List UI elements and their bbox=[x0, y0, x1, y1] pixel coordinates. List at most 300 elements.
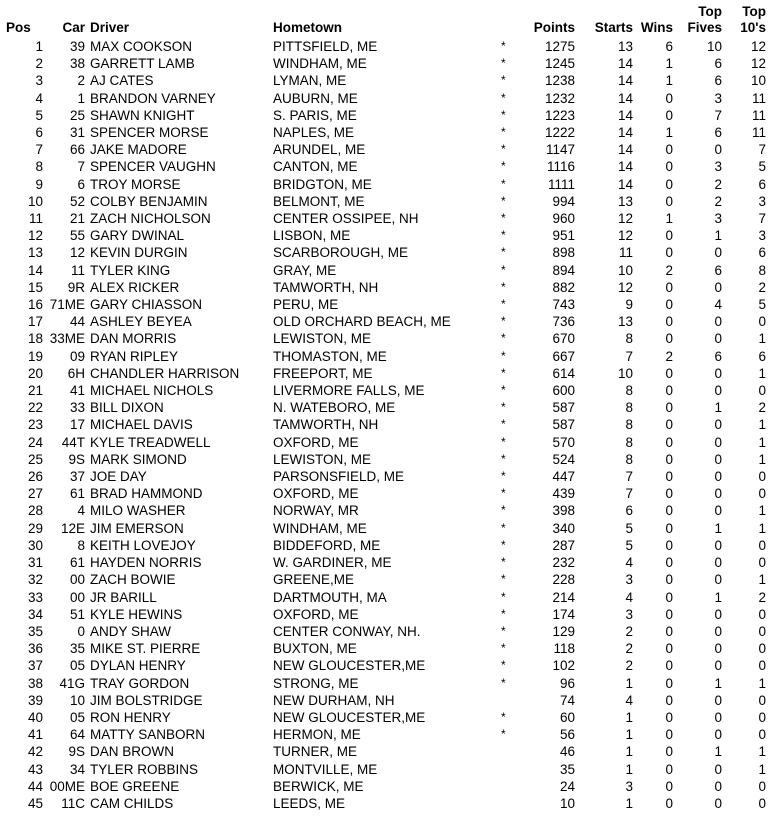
cell-top-tens: 12 bbox=[750, 39, 766, 54]
cell-mark: * bbox=[501, 658, 506, 673]
cell-starts: 8 bbox=[625, 434, 633, 450]
cell-mark bbox=[501, 778, 513, 795]
cell-car: 00 bbox=[69, 572, 85, 588]
cell-mark: * bbox=[501, 469, 506, 484]
cell-car: 52 bbox=[69, 193, 85, 209]
cell-hometown: AUBURN, ME bbox=[273, 90, 358, 106]
cell-car: 00 bbox=[69, 589, 85, 605]
cell-wins: 0 bbox=[665, 469, 673, 485]
cell-top-fives: 6 bbox=[714, 73, 722, 89]
cell-points: 398 bbox=[552, 503, 575, 519]
cell-pos: 21 bbox=[27, 383, 43, 399]
cell-top-fives: 0 bbox=[714, 555, 722, 571]
cell-top-fives: 0 bbox=[714, 142, 722, 158]
cell-points: 894 bbox=[552, 262, 575, 278]
cell-car: 6 bbox=[77, 176, 85, 192]
cell-mark: * bbox=[501, 727, 506, 742]
table-row bbox=[0, 434, 770, 451]
cell-mark: * bbox=[501, 125, 506, 140]
table-row bbox=[0, 675, 770, 692]
cell-car: 00ME bbox=[49, 778, 85, 794]
cell-top-fives: 0 bbox=[714, 486, 722, 502]
cell-top-tens: 5 bbox=[758, 159, 766, 175]
cell-points: 129 bbox=[552, 623, 575, 639]
cell-pos: 17 bbox=[27, 314, 43, 330]
cell-points: 743 bbox=[552, 297, 575, 313]
cell-mark: * bbox=[501, 641, 506, 656]
cell-driver: BRAD HAMMOND bbox=[90, 486, 203, 502]
cell-hometown: W. GARDINER, ME bbox=[273, 555, 392, 571]
cell-wins: 0 bbox=[665, 383, 673, 399]
header-top-tens-line2: 10's bbox=[740, 20, 766, 35]
header-top-fives bbox=[673, 0, 722, 38]
cell-driver: MATTY SANBORN bbox=[90, 727, 206, 743]
cell-top-fives: 1 bbox=[714, 400, 722, 416]
header-car: Car bbox=[62, 20, 85, 35]
cell-pos: 6 bbox=[35, 125, 43, 141]
cell-top-tens: 0 bbox=[758, 658, 766, 674]
cell-wins: 0 bbox=[665, 245, 673, 261]
cell-mark: * bbox=[501, 675, 506, 690]
cell-top-fives: 0 bbox=[714, 761, 722, 777]
cell-pos: 32 bbox=[27, 572, 43, 588]
cell-hometown: CENTER CONWAY, NH. bbox=[273, 623, 421, 639]
cell-wins: 1 bbox=[665, 211, 673, 227]
table-row bbox=[0, 158, 770, 175]
cell-starts: 13 bbox=[617, 314, 633, 330]
cell-pos: 30 bbox=[27, 537, 43, 553]
cell-points: 232 bbox=[552, 555, 575, 571]
cell-hometown: N. WATEBORO, ME bbox=[273, 400, 396, 416]
cell-car: 41G bbox=[59, 675, 85, 691]
table-row bbox=[0, 795, 770, 812]
cell-starts: 14 bbox=[617, 107, 633, 123]
cell-pos: 26 bbox=[27, 469, 43, 485]
cell-starts: 1 bbox=[625, 744, 633, 760]
cell-top-fives: 0 bbox=[714, 641, 722, 657]
cell-points: 447 bbox=[552, 469, 575, 485]
cell-hometown: CENTER OSSIPEE, NH bbox=[273, 211, 419, 227]
cell-top-fives: 2 bbox=[714, 176, 722, 192]
cell-wins: 0 bbox=[665, 795, 673, 811]
cell-starts: 3 bbox=[625, 572, 633, 588]
cell-driver: KEITH LOVEJOY bbox=[90, 537, 196, 553]
cell-wins: 0 bbox=[665, 761, 673, 777]
cell-top-fives: 10 bbox=[706, 39, 722, 54]
cell-car: 10 bbox=[69, 692, 85, 708]
cell-mark: * bbox=[501, 245, 506, 260]
cell-top-tens: 0 bbox=[758, 795, 766, 811]
cell-car: 34 bbox=[69, 761, 85, 777]
cell-hometown: CANTON, ME bbox=[273, 159, 358, 175]
cell-driver: CAM CHILDS bbox=[90, 795, 174, 811]
cell-top-tens: 6 bbox=[758, 348, 766, 364]
cell-wins: 0 bbox=[665, 451, 673, 467]
cell-driver: MICHAEL NICHOLS bbox=[90, 383, 214, 399]
cell-mark: * bbox=[501, 73, 506, 88]
cell-car: 61 bbox=[69, 555, 85, 571]
cell-wins: 0 bbox=[665, 400, 673, 416]
cell-wins: 0 bbox=[665, 555, 673, 571]
cell-top-tens: 0 bbox=[758, 606, 766, 622]
cell-wins: 0 bbox=[665, 520, 673, 536]
cell-wins: 0 bbox=[665, 331, 673, 347]
cell-pos: 4 bbox=[35, 90, 43, 106]
cell-starts: 4 bbox=[625, 692, 633, 708]
cell-top-tens: 11 bbox=[751, 125, 766, 141]
cell-mark bbox=[501, 761, 513, 778]
cell-mark: * bbox=[501, 90, 506, 105]
table-row bbox=[0, 606, 770, 623]
cell-driver: GARY CHIASSON bbox=[90, 297, 203, 313]
cell-points: 587 bbox=[552, 400, 575, 416]
table-row bbox=[0, 382, 770, 399]
cell-wins: 0 bbox=[665, 159, 673, 175]
cell-car: 39 bbox=[69, 39, 85, 54]
cell-car: 1 bbox=[77, 90, 85, 106]
cell-mark: * bbox=[501, 331, 506, 346]
cell-mark: * bbox=[501, 555, 506, 570]
cell-hometown: TAMWORTH, NH bbox=[273, 279, 379, 295]
cell-top-tens: 0 bbox=[758, 486, 766, 502]
table-row bbox=[0, 210, 770, 227]
table-row bbox=[0, 262, 770, 279]
cell-pos: 29 bbox=[27, 520, 43, 536]
cell-top-tens: 7 bbox=[758, 211, 766, 227]
cell-hometown: STRONG, ME bbox=[273, 675, 359, 691]
table-row bbox=[0, 761, 770, 778]
cell-car: 05 bbox=[69, 658, 85, 674]
cell-car: 4 bbox=[77, 503, 85, 519]
cell-wins: 1 bbox=[665, 73, 673, 89]
cell-starts: 4 bbox=[625, 555, 633, 571]
cell-hometown: LEWISTON, ME bbox=[273, 331, 372, 347]
cell-points: 60 bbox=[559, 709, 575, 725]
cell-mark: * bbox=[501, 107, 506, 122]
cell-starts: 1 bbox=[625, 761, 633, 777]
cell-pos: 16 bbox=[27, 297, 43, 313]
cell-car: 37 bbox=[69, 469, 85, 485]
table-row bbox=[0, 537, 770, 554]
cell-mark: * bbox=[501, 176, 506, 191]
cell-pos: 2 bbox=[35, 56, 43, 72]
cell-top-fives: 0 bbox=[714, 451, 722, 467]
cell-starts: 8 bbox=[625, 451, 633, 467]
cell-wins: 0 bbox=[665, 486, 673, 502]
cell-pos: 13 bbox=[27, 245, 43, 261]
cell-driver: COLBY BENJAMIN bbox=[90, 193, 208, 209]
cell-top-fives: 0 bbox=[714, 727, 722, 743]
cell-car: 9S bbox=[68, 744, 85, 760]
cell-car: 61 bbox=[69, 486, 85, 502]
cell-wins: 0 bbox=[665, 606, 673, 622]
cell-top-tens: 1 bbox=[758, 761, 766, 777]
cell-top-fives: 0 bbox=[714, 434, 722, 450]
cell-top-fives: 0 bbox=[714, 279, 722, 295]
table-row bbox=[0, 313, 770, 330]
cell-top-fives: 0 bbox=[714, 503, 722, 519]
cell-top-tens: 0 bbox=[758, 709, 766, 725]
table-row bbox=[0, 348, 770, 365]
cell-points: 228 bbox=[552, 572, 575, 588]
cell-car: 8 bbox=[77, 537, 85, 553]
cell-top-tens: 2 bbox=[758, 279, 766, 295]
header-mark bbox=[501, 0, 513, 38]
table-row bbox=[0, 726, 770, 743]
cell-pos: 18 bbox=[27, 331, 43, 347]
cell-hometown: LIVERMORE FALLS, ME bbox=[273, 383, 425, 399]
cell-car: 05 bbox=[69, 709, 85, 725]
cell-wins: 2 bbox=[665, 262, 673, 278]
cell-car: 44 bbox=[69, 314, 85, 330]
cell-driver: KYLE TREADWELL bbox=[90, 434, 211, 450]
cell-wins: 0 bbox=[665, 675, 673, 691]
table-row bbox=[0, 416, 770, 433]
cell-car: 11C bbox=[61, 795, 85, 811]
cell-mark bbox=[501, 743, 513, 760]
cell-points: 1116 bbox=[546, 159, 575, 175]
cell-mark: * bbox=[501, 228, 506, 243]
cell-points: 118 bbox=[553, 641, 575, 657]
cell-top-tens: 12 bbox=[750, 56, 766, 72]
cell-driver: ZACH NICHOLSON bbox=[90, 211, 211, 227]
cell-starts: 14 bbox=[617, 176, 633, 192]
cell-top-tens: 3 bbox=[758, 228, 766, 244]
cell-car: 7 bbox=[77, 159, 85, 175]
cell-hometown: LYMAN, ME bbox=[273, 73, 347, 89]
cell-starts: 10 bbox=[617, 262, 633, 278]
cell-top-fives: 0 bbox=[714, 795, 722, 811]
cell-hometown: NEW DURHAM, NH bbox=[273, 692, 395, 708]
cell-car: 0 bbox=[77, 623, 85, 639]
cell-mark: * bbox=[501, 623, 506, 638]
cell-top-tens: 0 bbox=[758, 537, 766, 553]
cell-points: 1232 bbox=[544, 90, 575, 106]
cell-hometown: OXFORD, ME bbox=[273, 486, 359, 502]
cell-starts: 14 bbox=[617, 90, 633, 106]
cell-driver: JR BARILL bbox=[90, 589, 157, 605]
cell-starts: 11 bbox=[618, 245, 633, 261]
cell-points: 1111 bbox=[547, 176, 575, 192]
cell-mark: * bbox=[501, 365, 506, 380]
cell-pos: 15 bbox=[27, 279, 43, 295]
cell-top-tens: 3 bbox=[758, 193, 766, 209]
cell-points: 587 bbox=[552, 417, 575, 433]
cell-top-tens: 1 bbox=[758, 451, 766, 467]
cell-top-fives: 0 bbox=[714, 606, 722, 622]
cell-top-fives: 1 bbox=[714, 228, 722, 244]
cell-pos: 5 bbox=[35, 107, 43, 123]
cell-top-tens: 1 bbox=[758, 434, 766, 450]
cell-top-fives: 1 bbox=[714, 675, 722, 691]
cell-car: 25 bbox=[69, 107, 85, 123]
table-row bbox=[0, 485, 770, 502]
cell-points: 35 bbox=[559, 761, 575, 777]
cell-top-fives: 0 bbox=[714, 314, 722, 330]
cell-mark: * bbox=[501, 486, 506, 501]
cell-wins: 0 bbox=[665, 142, 673, 158]
cell-wins: 1 bbox=[665, 56, 673, 72]
cell-wins: 0 bbox=[665, 193, 673, 209]
cell-starts: 7 bbox=[625, 469, 633, 485]
cell-top-fives: 0 bbox=[714, 469, 722, 485]
cell-top-fives: 1 bbox=[714, 520, 722, 536]
cell-points: 102 bbox=[552, 658, 575, 674]
cell-starts: 3 bbox=[625, 606, 633, 622]
cell-points: 882 bbox=[552, 279, 575, 295]
cell-car: 71ME bbox=[49, 297, 85, 313]
cell-top-tens: 0 bbox=[758, 727, 766, 743]
cell-top-tens: 0 bbox=[758, 778, 766, 794]
cell-hometown: GREENE,ME bbox=[273, 572, 355, 588]
cell-car: 33ME bbox=[49, 331, 85, 347]
cell-driver: SPENCER VAUGHN bbox=[90, 159, 216, 175]
cell-top-tens: 11 bbox=[751, 90, 766, 106]
table-row bbox=[0, 330, 770, 347]
cell-points: 214 bbox=[552, 589, 575, 605]
cell-starts: 2 bbox=[625, 623, 633, 639]
cell-mark: * bbox=[501, 56, 506, 71]
cell-mark: * bbox=[501, 314, 506, 329]
cell-top-tens: 0 bbox=[758, 555, 766, 571]
cell-mark: * bbox=[501, 159, 506, 174]
cell-driver: ALEX RICKER bbox=[90, 279, 180, 295]
cell-hometown: TAMWORTH, NH bbox=[273, 417, 379, 433]
cell-driver: MAX COOKSON bbox=[90, 39, 193, 54]
cell-top-tens: 0 bbox=[758, 623, 766, 639]
cell-car: 12 bbox=[69, 245, 85, 261]
cell-pos: 38 bbox=[27, 675, 43, 691]
cell-starts: 1 bbox=[625, 795, 633, 811]
cell-wins: 0 bbox=[665, 297, 673, 313]
cell-points: 1245 bbox=[544, 56, 575, 72]
cell-pos: 42 bbox=[27, 744, 43, 760]
cell-top-fives: 6 bbox=[714, 348, 722, 364]
cell-mark: * bbox=[501, 503, 506, 518]
cell-top-tens: 5 bbox=[758, 297, 766, 313]
cell-points: 74 bbox=[559, 692, 575, 708]
cell-car: 31 bbox=[69, 125, 85, 141]
cell-hometown: BIDDEFORD, ME bbox=[273, 537, 381, 553]
cell-points: 1223 bbox=[544, 107, 575, 123]
cell-hometown: BERWICK, ME bbox=[273, 778, 364, 794]
cell-driver: DYLAN HENRY bbox=[90, 658, 186, 674]
cell-hometown: BELMONT, ME bbox=[273, 193, 365, 209]
cell-wins: 0 bbox=[665, 279, 673, 295]
cell-hometown: PERU, ME bbox=[273, 297, 339, 313]
cell-mark: * bbox=[501, 193, 506, 208]
cell-top-fives: 3 bbox=[714, 159, 722, 175]
header-top-fives-line1: Top bbox=[698, 4, 722, 19]
cell-car: 66 bbox=[69, 142, 85, 158]
cell-hometown: WINDHAM, ME bbox=[273, 56, 367, 72]
cell-pos: 27 bbox=[27, 486, 43, 502]
cell-pos: 11 bbox=[28, 211, 43, 227]
cell-starts: 13 bbox=[617, 193, 633, 209]
cell-top-fives: 6 bbox=[714, 125, 722, 141]
cell-top-fives: 0 bbox=[714, 623, 722, 639]
cell-starts: 14 bbox=[617, 142, 633, 158]
cell-driver: TROY MORSE bbox=[90, 176, 181, 192]
cell-points: 174 bbox=[552, 606, 575, 622]
cell-driver: KEVIN DURGIN bbox=[90, 245, 188, 261]
table-row bbox=[0, 692, 770, 709]
cell-starts: 12 bbox=[617, 228, 633, 244]
cell-starts: 12 bbox=[617, 211, 633, 227]
cell-hometown: MONTVILLE, ME bbox=[273, 761, 378, 777]
cell-starts: 14 bbox=[617, 73, 633, 89]
cell-mark: * bbox=[501, 400, 506, 415]
cell-driver: KYLE HEWINS bbox=[90, 606, 183, 622]
cell-points: 898 bbox=[552, 245, 575, 261]
table-row bbox=[0, 72, 770, 89]
cell-driver: MIKE ST. PIERRE bbox=[90, 641, 201, 657]
cell-top-tens: 1 bbox=[758, 503, 766, 519]
cell-top-tens: 0 bbox=[758, 641, 766, 657]
cell-pos: 39 bbox=[27, 692, 43, 708]
cell-mark: * bbox=[501, 589, 506, 604]
table-row bbox=[0, 176, 770, 193]
cell-pos: 3 bbox=[35, 73, 43, 89]
cell-driver: CHANDLER HARRISON bbox=[90, 365, 240, 381]
cell-wins: 0 bbox=[665, 107, 673, 123]
cell-points: 951 bbox=[552, 228, 575, 244]
cell-top-fives: 4 bbox=[714, 297, 722, 313]
table-row bbox=[0, 365, 770, 382]
header-top-tens-line1: Top bbox=[742, 4, 766, 19]
cell-top-fives: 7 bbox=[714, 107, 722, 123]
cell-car: 9R bbox=[67, 279, 85, 295]
cell-points: 670 bbox=[552, 331, 575, 347]
cell-wins: 0 bbox=[665, 314, 673, 330]
cell-driver: BRANDON VARNEY bbox=[90, 90, 216, 106]
cell-driver: RYAN RIPLEY bbox=[90, 348, 179, 364]
cell-top-fives: 0 bbox=[714, 692, 722, 708]
cell-top-tens: 2 bbox=[758, 589, 766, 605]
cell-pos: 45 bbox=[27, 795, 43, 811]
cell-car: 44T bbox=[61, 434, 85, 450]
cell-hometown: GRAY, ME bbox=[273, 262, 337, 278]
cell-pos: 43 bbox=[27, 761, 43, 777]
header-points: Points bbox=[533, 20, 575, 35]
cell-wins: 0 bbox=[665, 572, 673, 588]
cell-starts: 8 bbox=[625, 383, 633, 399]
table-row bbox=[0, 623, 770, 640]
cell-points: 287 bbox=[552, 537, 575, 553]
cell-hometown: SCARBOROUGH, ME bbox=[273, 245, 409, 261]
cell-wins: 0 bbox=[665, 692, 673, 708]
cell-top-fives: 0 bbox=[714, 778, 722, 794]
cell-hometown: PARSONSFIELD, ME bbox=[273, 469, 405, 485]
cell-mark: * bbox=[501, 537, 506, 552]
cell-hometown: LEWISTON, ME bbox=[273, 451, 372, 467]
cell-hometown: NAPLES, ME bbox=[273, 125, 355, 141]
cell-top-tens: 0 bbox=[758, 383, 766, 399]
table-row bbox=[0, 451, 770, 468]
cell-driver: RON HENRY bbox=[90, 709, 171, 725]
cell-starts: 2 bbox=[625, 658, 633, 674]
header-wins: Wins bbox=[640, 20, 673, 35]
cell-car: 33 bbox=[69, 400, 85, 416]
table-body bbox=[0, 38, 770, 812]
cell-starts: 14 bbox=[617, 56, 633, 72]
cell-starts: 7 bbox=[625, 348, 633, 364]
cell-mark: * bbox=[501, 142, 506, 157]
cell-wins: 0 bbox=[665, 641, 673, 657]
cell-points: 340 bbox=[552, 520, 575, 536]
cell-starts: 8 bbox=[625, 400, 633, 416]
cell-points: 736 bbox=[552, 314, 575, 330]
